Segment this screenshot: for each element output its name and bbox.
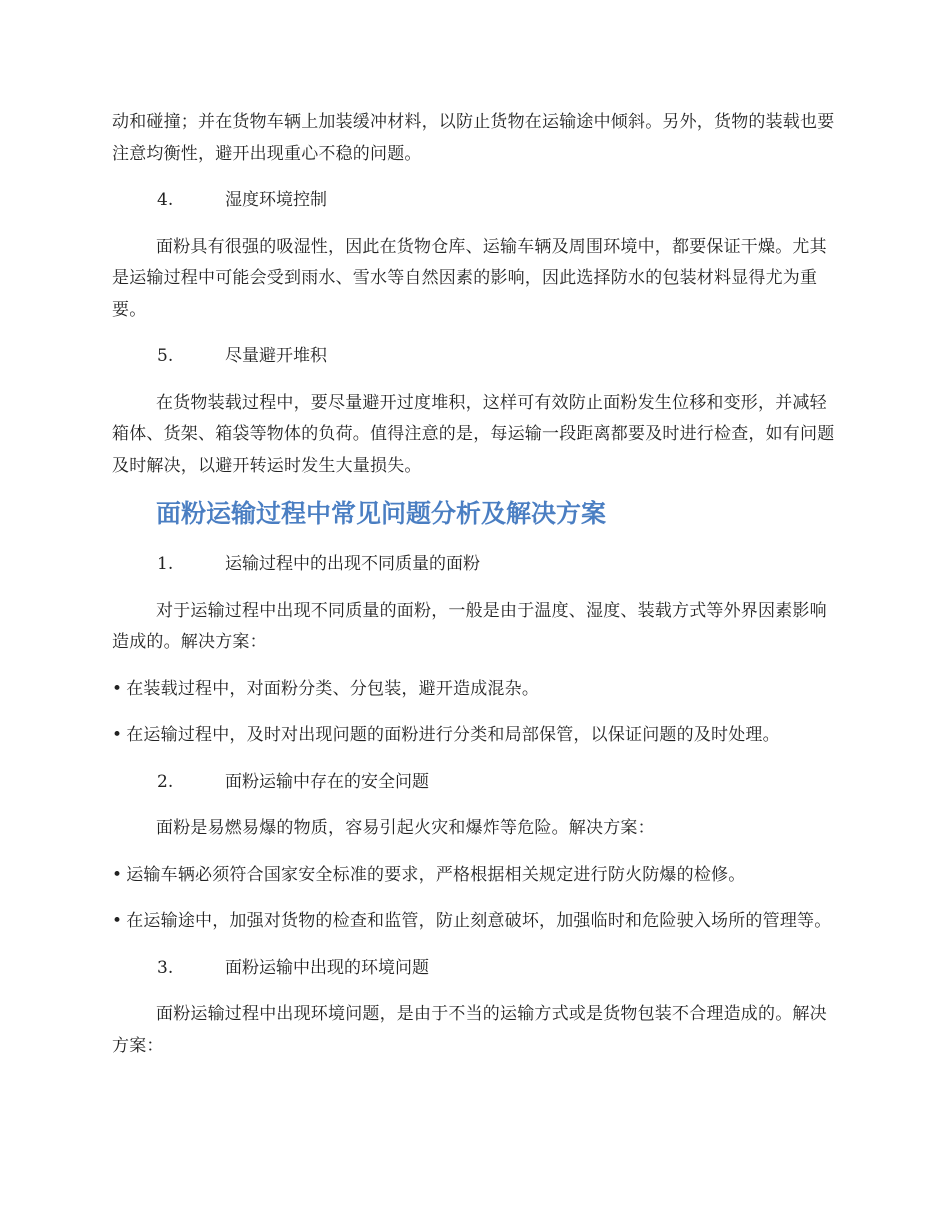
document-page — [112, 107, 840, 1077]
paragraph: 面粉运输过程中出现环境问题，是由于不当的运输方式或是货物包装不合理造成的。解决方案： — [112, 1004, 827, 1056]
numbered-item — [112, 341, 840, 373]
bullet-marker: • — [112, 678, 123, 699]
numbered-item — [112, 549, 840, 581]
item-title: 运输过程中的出现不同质量的面粉 — [225, 554, 480, 574]
item-title: 湿度环境控制 — [225, 190, 327, 210]
item-title: 尽量避开堆积 — [225, 346, 327, 366]
item-number: 2. — [157, 771, 174, 792]
item-number: 1. — [157, 554, 174, 574]
item-number: 4. — [157, 190, 174, 210]
paragraph: 面粉是易燃易爆的物质，容易引起火灾和爆炸等危险。解决方案： — [156, 818, 655, 838]
bullet-marker: • — [112, 725, 123, 745]
item-title: 面粉运输中存在的安全问题 — [225, 771, 429, 792]
section-heading: 面粉运输过程中常见问题分析及解决方案 — [156, 499, 607, 528]
bullet-text: 在装载过程中，对面粉分类、分包装，避开造成混杂。 — [126, 678, 540, 699]
bullet-marker: • — [112, 864, 123, 885]
paragraph: 对于运输过程中出现不同质量的面粉，一般是由于温度、湿度、装载方式等外界因素影响造成的。解决方案： — [112, 600, 827, 652]
item-title: 面粉运输中出现的环境问题 — [225, 957, 429, 978]
bullet-item — [112, 906, 840, 938]
numbered-item — [112, 185, 840, 217]
numbered-item — [112, 953, 840, 985]
bullet-item — [112, 860, 840, 892]
paragraph: 面粉具有很强的吸湿性，因此在货物仓库、运输车辆及周围环境中，都要保证干燥。尤其是运输过程中可能会受到雨水、雪水等自然因素的影响，因此选择防水的包装材料显得尤为重要。 — [112, 236, 827, 320]
bullet-text: 在运输途中，加强对货物的检查和监管，防止刻意破坏，加强临时和危险驶入场所的管理等。 — [126, 911, 832, 931]
bullet-item — [112, 674, 840, 706]
paragraph: 在货物装载过程中，要尽量避开过度堆积，这样可有效防止面粉发生位移和变形，并减轻箱体、货架、箱袋等物体的负荷。值得注意的是，每运输一段距离都要及时进行检查，如有问题及时解决，以避开转运时发生大量损失。 — [112, 392, 835, 476]
bullet-item — [112, 720, 840, 752]
numbered-item — [112, 767, 840, 799]
bullet-marker: • — [112, 911, 123, 931]
paragraph: 动和碰撞；并在货物车辆上加装缓冲材料，以防止货物在运输途中倾斜。另外，货物的装载也要注意均衡性，避开出现重心不稳的问题。 — [112, 112, 835, 164]
bullet-text: 在运输过程中，及时对出现问题的面粉进行分类和局部保管，以保证问题的及时处理。 — [126, 725, 780, 745]
item-number: 3. — [157, 957, 174, 978]
item-number: 5. — [157, 346, 174, 366]
bullet-text: 运输车辆必须符合国家安全标准的要求，严格根据相关规定进行防火防爆的检修。 — [126, 864, 746, 885]
